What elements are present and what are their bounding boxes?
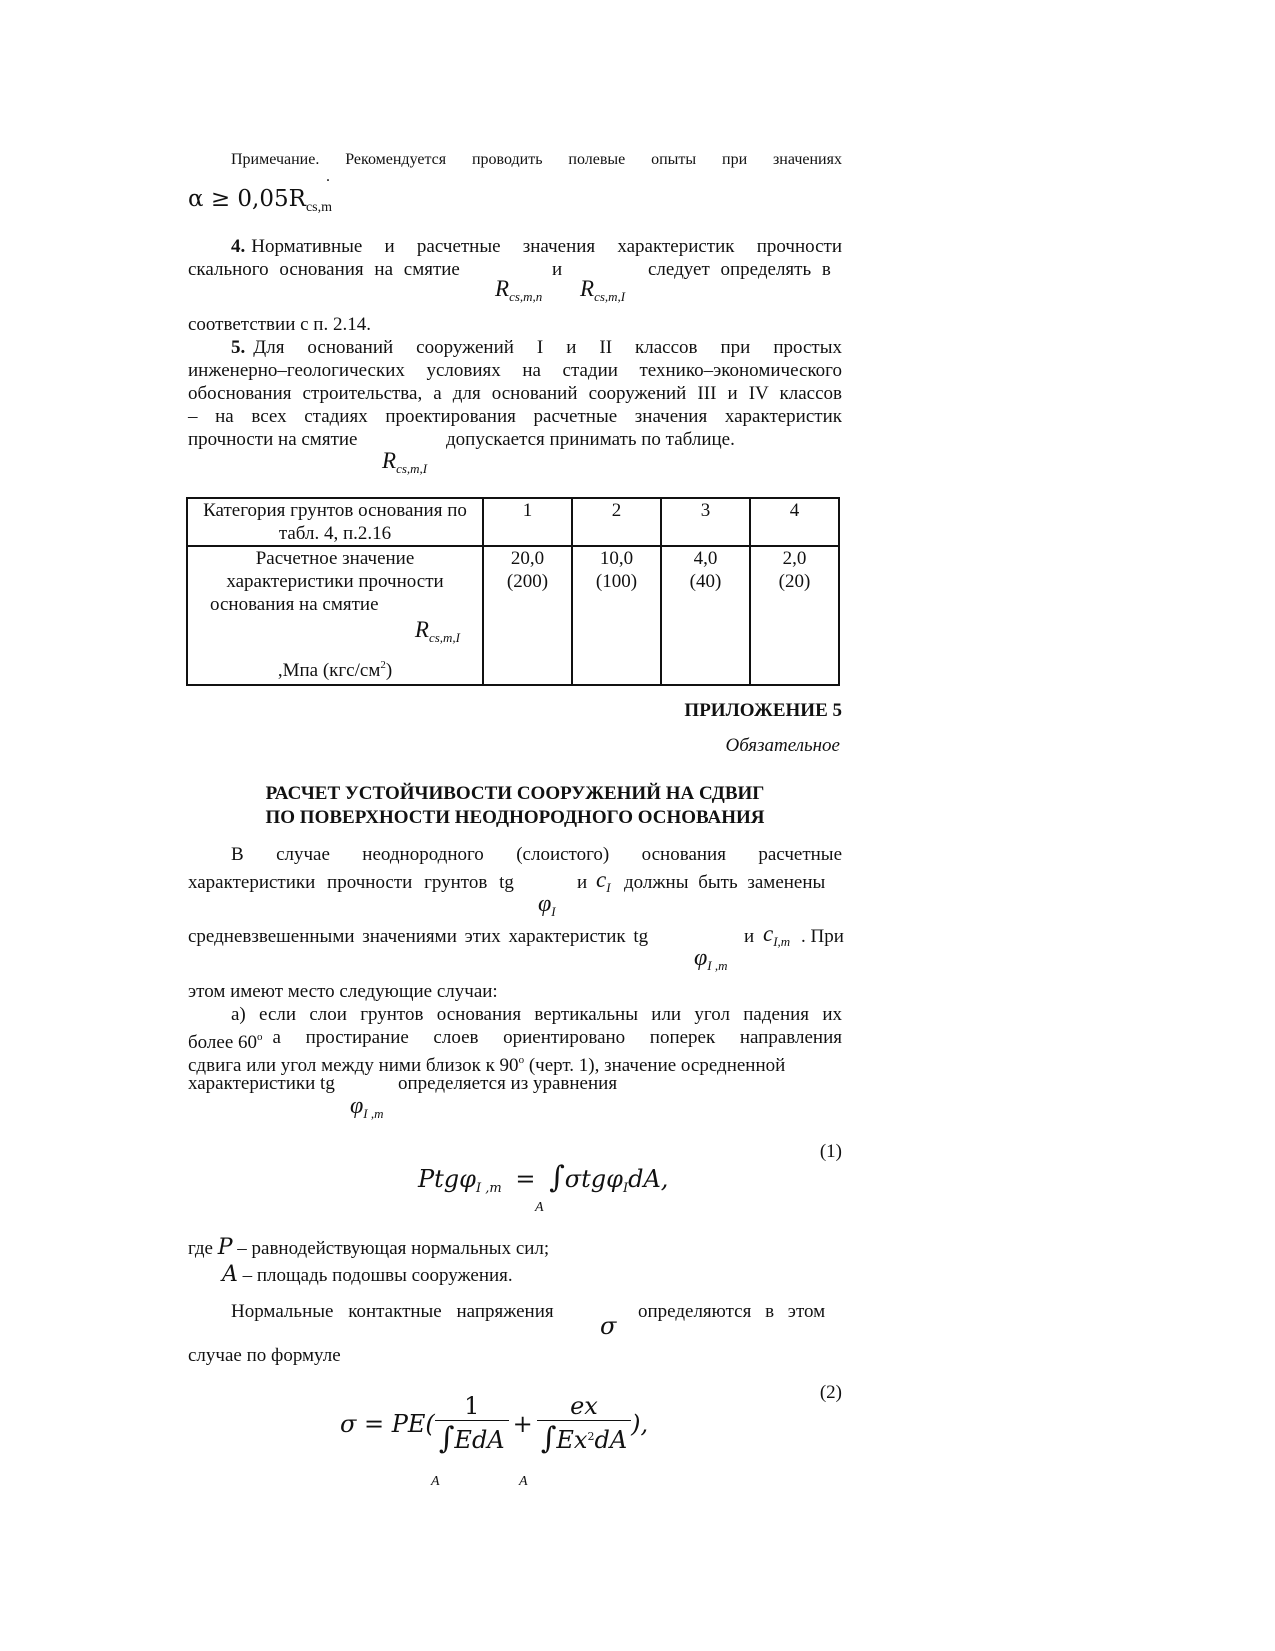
p5-line5-a: прочности на смятие (188, 429, 358, 450)
p4-line2-b: и (552, 259, 563, 280)
note-word: проводить (471, 151, 543, 168)
table-cell: 4,0 (40) (661, 546, 750, 685)
p5-line5-b: допускается принимать по таблице. (446, 429, 735, 450)
body-line7: сдвига или угол между ними близок к $90^о$ (черт. 1), значение осредненной (188, 1054, 786, 1076)
eq2-fraction-2: $\frac{ex}{\int Ex^2dA}$ (537, 1392, 631, 1456)
appendix-status: Обязательное (725, 735, 840, 756)
table-cell: 2,0 (20) (750, 546, 839, 685)
p4-line1 (231, 235, 842, 258)
body-line4: этом имеют место следующие случаи: (188, 981, 498, 1002)
body2-line1-a: Нормальные контактные напряжения (231, 1301, 554, 1322)
table-category: 1 (483, 498, 572, 546)
table-row-sym: $R_{cs,m,I}$ (414, 617, 460, 645)
note-line (231, 148, 842, 171)
note-word: опыты (651, 151, 697, 168)
eq2-integral-sub-1: A (431, 1474, 440, 1489)
note-word: Примечание. (231, 151, 320, 168)
phi-Im-2: $\varphi_{I ,m}$ (350, 1093, 384, 1121)
eq2-fraction-1: $\frac{1}{\text{∫EdA}}$ (435, 1392, 509, 1456)
appendix-label: ПРИЛОЖЕНИЕ 5 (684, 700, 842, 721)
phi-Im: $\varphi_{I ,m}$ (694, 945, 728, 973)
table-value-row (187, 546, 839, 685)
note-word: Рекомендуется (345, 151, 447, 168)
body-line5: а) если слои грунтов основания вертикальны или угол падения их (231, 1004, 842, 1025)
p4-line2-c: следует определять в (648, 259, 831, 280)
strength-table (186, 497, 840, 686)
body2-sigma: σ (600, 1312, 617, 1340)
p4-num: 4. (231, 236, 246, 257)
note-word: полевые (568, 151, 626, 168)
p4-line3: соответствии с п. 2.14. (188, 314, 371, 335)
phi-I: $\varphi_I$ (538, 891, 556, 919)
table-cell: 10,0 (100) (572, 546, 661, 685)
p5-num: 5. (231, 337, 246, 358)
table-category: 3 (661, 498, 750, 546)
condition-text: α ≥ 0,05R (188, 186, 306, 212)
note-word: значениях (772, 151, 842, 168)
appendix-title-2: ПО ПОВЕРХНОСТИ НЕОДНОРОДНОГО ОСНОВАНИЯ (265, 807, 765, 828)
p4-sym2: $R_{cs,m,I}$ (580, 276, 626, 304)
body-line6: более $60^о$ а простирание слоев ориентировано поперек направления (188, 1027, 842, 1053)
body-line8-b: определяется из уравнения (398, 1073, 618, 1094)
body-line1: В случае неоднородного (слоистого) основания расчетные (231, 844, 842, 865)
table-row-label: Расчетное значение характеристики прочности основания на смятие $R_{cs,m,I}$ ,Мпа $(кгс/см^2)$ (187, 546, 483, 685)
p5-line3: обоснования строительства, а для оснований сооружений III и IV классов (188, 383, 842, 404)
body2-line1-b: определяются в этом (638, 1301, 826, 1322)
p5-line1 (231, 336, 842, 359)
note-dot: . (326, 168, 330, 185)
note-word: при (722, 151, 748, 168)
note-condition (188, 186, 332, 216)
appendix-title-1: РАСЧЕТ УСТОЙЧИВОСТИ СООРУЖЕНИЙ НА СДВИГ (265, 783, 765, 804)
table-category: 2 (572, 498, 661, 546)
where-line1: где P – равнодействующая нормальных сил; (188, 1235, 550, 1260)
p4-sym1: $R_{cs,m,n}$ (495, 276, 543, 304)
where-line2: A – площадь подошвы сооружения. (222, 1262, 513, 1287)
body-line3-c: $c_{I,m}$ (763, 921, 791, 949)
table-category: 4 (750, 498, 839, 546)
body-line3-d: . При (801, 926, 844, 947)
p5-sym: $R_{cs,m,I}$ (382, 448, 428, 476)
eq2-integral-sub-2: A (519, 1474, 528, 1489)
eq2-number: (2) (819, 1382, 842, 1403)
eq1-integral-sub: A (535, 1200, 544, 1215)
table-cell: 20,0 (200) (483, 546, 572, 685)
p4-text: Нормативные и расчетные значения характеристик прочности (251, 236, 842, 257)
eq1-number: (1) (819, 1141, 842, 1162)
p4-line2-a: скального основания на смятие (188, 259, 460, 280)
body-line3-a: средневзвешенными значениями этих характеристик tg (188, 926, 649, 947)
table-row-unit: ,Мпа $(кгс/см^2)$ (277, 659, 393, 681)
body2-line2: случае по формуле (188, 1345, 341, 1366)
body-line3-b: и (744, 926, 755, 947)
body-line2-d: должны быть заменены (624, 872, 826, 893)
equation-2: σ = PE( $\frac{1}{\text{∫EdA}}$ + $\frac{ex}{\int Ex^2dA}$ ), (340, 1392, 649, 1456)
body-line2-c: $c_I$ (596, 867, 611, 895)
table-header-row (187, 498, 839, 546)
p5-text: Для оснований сооружений I и II классов при простых (253, 337, 842, 358)
body-line2-b: и (577, 872, 588, 893)
table-header-label: Категория грунтов основания по табл. 4, п.2.16 (187, 498, 483, 546)
body-line8-a: характеристики tg (188, 1073, 335, 1094)
condition-sub: cs,m (305, 200, 333, 215)
p5-line2: инженерно–геологических условиях на стадии технико–экономического (188, 360, 842, 381)
equation-1: Ptgφ$_{I ,m}$ = ∫σtgφ$_I$dA, (418, 1160, 669, 1196)
p5-line4: – на всех стадиях проектирования расчетные значения характеристик (188, 406, 842, 427)
body-line2-a: характеристики прочности грунтов tg (188, 872, 514, 893)
